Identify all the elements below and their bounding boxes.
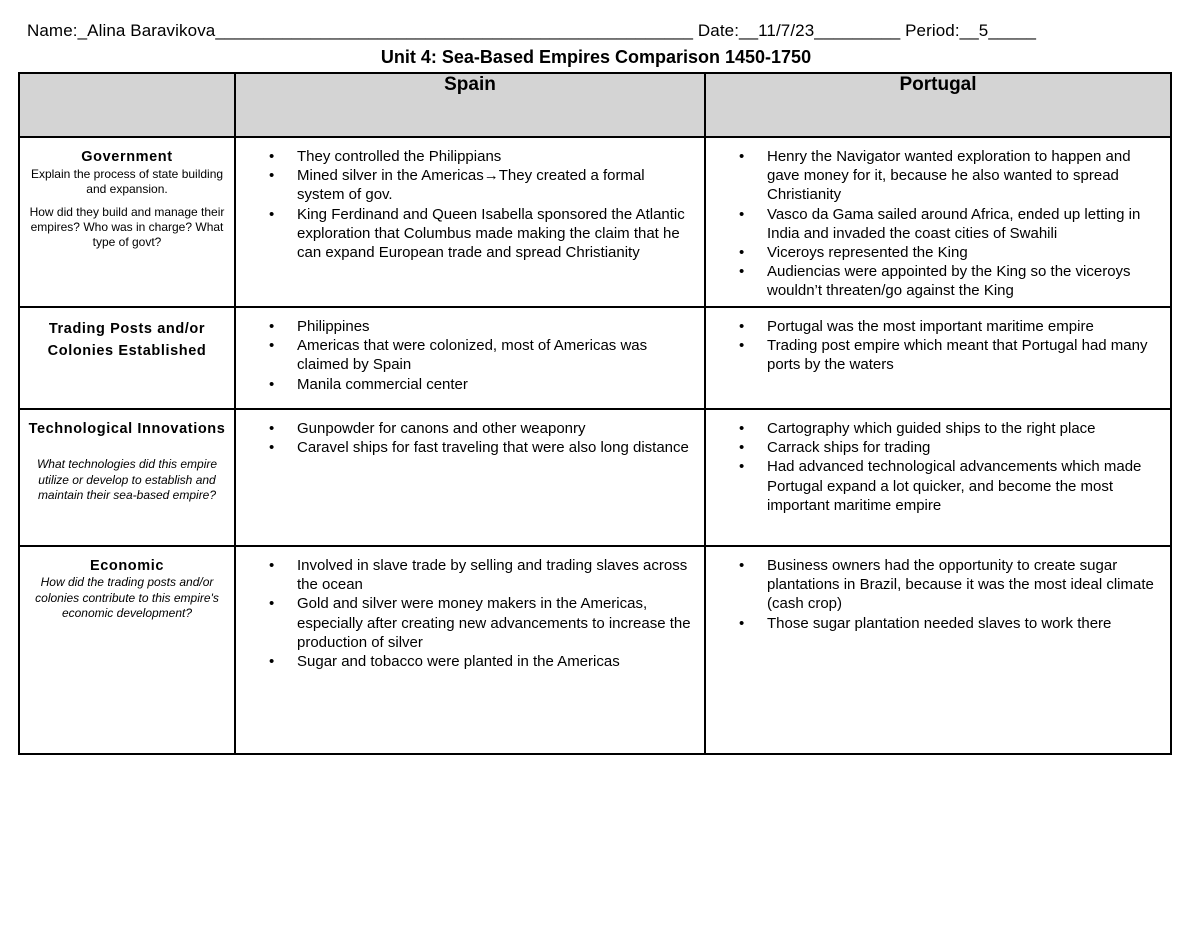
- list-item: • Cartography which guided ships to the right place: [767, 419, 1160, 438]
- column-header-portugal: Portugal: [705, 73, 1171, 137]
- list-item: • King Ferdinand and Queen Isabella sponsored the Atlantic exploration that Columbus made making the claim that he can expand European trade and spread Christianity: [297, 205, 694, 263]
- list-item: • Viceroys represented the King: [767, 243, 1160, 262]
- cell-spain-technology: [235, 409, 705, 546]
- row-header-technology: [19, 409, 235, 546]
- table-row-economic: [19, 546, 1171, 754]
- row-header-trading-posts: [19, 307, 235, 409]
- cell-spain-economic: [235, 546, 705, 754]
- list-item: • Gunpowder for canons and other weaponry: [297, 419, 694, 438]
- list-item: • Caravel ships for fast traveling that were also long distance: [297, 438, 694, 457]
- row-header-economic: [19, 546, 235, 754]
- cell-portugal-economic: [705, 546, 1171, 754]
- list-item: • Vasco da Gama sailed around Africa, ended up letting in India and invaded the coast cities of Swahili: [767, 205, 1160, 243]
- list-item: • Business owners had the opportunity to create sugar plantations in Brazil, because it was the most ideal climate (cash crop): [767, 556, 1160, 614]
- column-header-spain: Spain: [235, 73, 705, 137]
- row-description: Explain the process of state building and expansion.: [30, 167, 224, 196]
- list-item: • Sugar and tobacco were planted in the Americas: [297, 652, 694, 671]
- list-item: • Those sugar plantation needed slaves to work there: [767, 614, 1160, 633]
- row-questions: How did they build and manage their empires? Who was in charge? What type of govt?: [29, 205, 225, 249]
- list-item: • Carrack ships for trading: [767, 438, 1160, 457]
- list-item: • Had advanced technological advancements which made Portugal expand a lot quicker, and become the most important maritime empire: [767, 457, 1160, 515]
- document-title: Unit 4: Sea-Based Empires Comparison 1450-1750: [380, 47, 812, 67]
- cell-portugal-trading-posts: [705, 307, 1171, 409]
- list-item: • Manila commercial center: [297, 375, 694, 394]
- row-title: Government: [81, 149, 173, 165]
- list-item: • Mined silver in the Americas→They created a formal system of gov.: [297, 166, 694, 204]
- cell-portugal-government: [705, 137, 1171, 307]
- table-row-government: [19, 137, 1171, 307]
- list-item: • Gold and silver were money makers in the Americas, especially after creating new advancements to increase the production of silver: [297, 594, 694, 652]
- list-item: • Henry the Navigator wanted exploration to happen and gave money for it, because he also wanted to spread Christianity: [767, 147, 1160, 205]
- comparison-table: [18, 72, 1172, 755]
- list-item: • Involved in slave trade by selling and trading slaves across the ocean: [297, 556, 694, 594]
- row-title: Economic: [89, 558, 165, 574]
- row-title: Technological Innovations: [28, 421, 226, 437]
- list-item: • Americas that were colonized, most of Americas was claimed by Spain: [297, 336, 694, 374]
- student-info-line: Name:_Alina Baravikova__________________________________________________ Date:__11/7/23_________ Period:__5_____: [27, 21, 1037, 40]
- row-description: What technologies did this empire utilize or develop to establish and maintain their sea-based empire?: [36, 457, 218, 502]
- list-item: • Portugal was the most important maritime empire: [767, 317, 1160, 336]
- table-row-technology: [19, 409, 1171, 546]
- list-item: • Audiencias were appointed by the King so the viceroys wouldn’t threaten/go against the King: [767, 262, 1160, 300]
- row-title: Trading Posts and/or Colonies Established: [47, 321, 207, 359]
- column-header-category: [19, 73, 235, 137]
- list-item: • Philippines: [297, 317, 694, 336]
- cell-spain-government: [235, 137, 705, 307]
- list-item: • They controlled the Philippians: [297, 147, 694, 166]
- row-description: How did the trading posts and/or colonies contribute to this empire's economic development?: [35, 575, 219, 620]
- cell-portugal-technology: [705, 409, 1171, 546]
- cell-spain-trading-posts: [235, 307, 705, 409]
- list-item: • Trading post empire which meant that Portugal had many ports by the waters: [767, 336, 1160, 374]
- table-header-row: [19, 73, 1171, 137]
- table-row-trading-posts: [19, 307, 1171, 409]
- row-header-government: [19, 137, 235, 307]
